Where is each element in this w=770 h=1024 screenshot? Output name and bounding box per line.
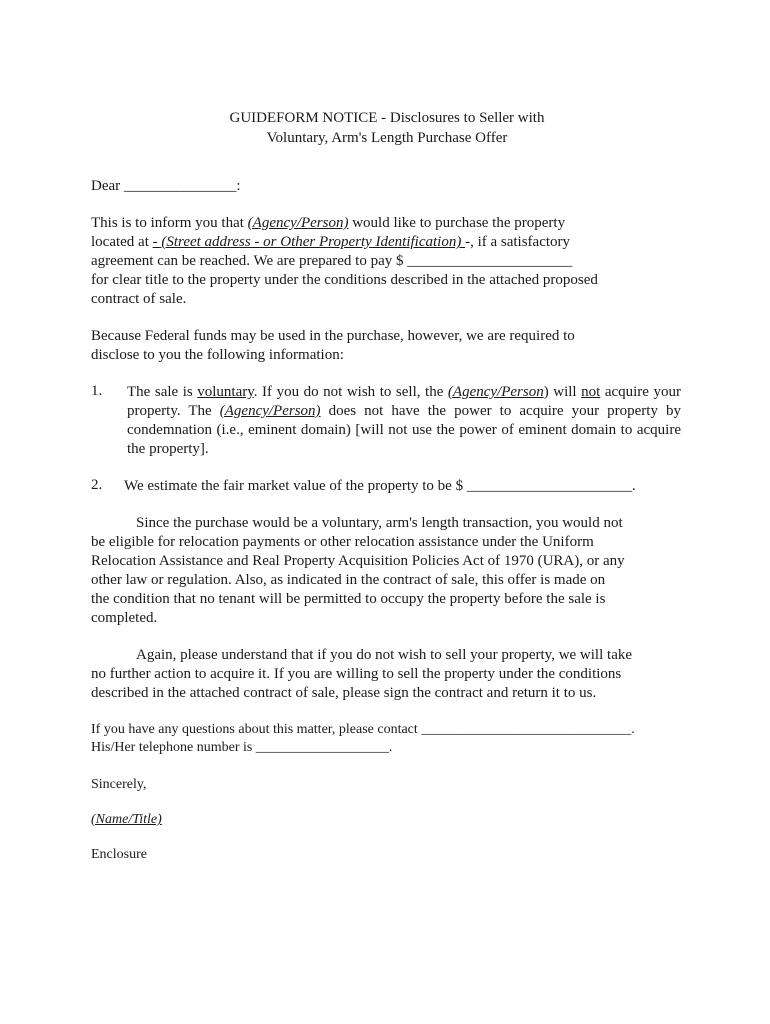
federal-line-1: Because Federal funds may be used in the purchase, however, we are required to: [91, 328, 575, 344]
list-number-1: 1.: [91, 383, 103, 399]
list-number-2: 2.: [91, 477, 103, 493]
title-line-1: GUIDEFORM NOTICE - Disclosures to Seller with: [229, 110, 545, 126]
intro-line-3: agreement can be reached. We are prepared to pay $ ______________________: [91, 253, 573, 269]
relocation-paragraph: [91, 514, 681, 628]
federal-funds-paragraph: [91, 327, 681, 365]
relocation-line-3: Relocation Assistance and Real Property Acquisition Policies Act of 1970 (URA), or any: [91, 553, 625, 569]
document-title: [91, 108, 681, 148]
item-text: ) will: [543, 384, 582, 400]
questions-line-2: His/Her telephone number is ___________________.: [91, 740, 393, 755]
title-line-2: Voluntary, Arm's Length Purchase Offer: [266, 130, 508, 146]
agency-person-field: (Agency/Person: [447, 384, 544, 400]
list-item-2: [91, 477, 681, 496]
voluntary-emphasis: voluntary: [197, 384, 254, 400]
again-line-3: described in the attached contract of sale, please sign the contract and return it to us.: [91, 685, 597, 701]
enclosure-note: Enclosure: [91, 847, 147, 862]
relocation-line-5: the condition that no tenant will be permitted to occupy the property before the sale is: [91, 591, 606, 607]
intro-text: This is to inform you that: [91, 215, 248, 231]
item-text: The sale is: [127, 384, 198, 400]
intro-text: located at: [91, 234, 153, 250]
questions-paragraph: [91, 721, 681, 757]
street-address-field: - (Street address - or Other Property Identification): [152, 234, 466, 250]
closing: Sincerely,: [91, 777, 147, 792]
relocation-line-1: Since the purchase would be a voluntary, arm's length transaction, you would not: [136, 515, 623, 531]
item-text: . If you do not wish to sell, the: [253, 384, 448, 400]
relocation-line-2: be eligible for relocation payments or other relocation assistance under the Uniform: [91, 534, 594, 550]
relocation-line-6: completed.: [91, 610, 158, 626]
questions-line-1: If you have any questions about this matter, please contact ______________________________.: [91, 722, 635, 737]
intro-text: would like to purchase the property: [348, 215, 566, 231]
list-item-1: [91, 383, 681, 459]
agency-person-field: (Agency/Person): [219, 403, 321, 419]
intro-line-4: for clear title to the property under the conditions described in the attached proposed: [91, 272, 598, 288]
intro-line-1: [91, 214, 681, 233]
intro-line-5: contract of sale.: [91, 291, 187, 307]
list-item-2-text: We estimate the fair market value of the property to be $ ______________________.: [124, 478, 636, 494]
intro-line-2: [91, 233, 681, 252]
list-item-1-text: [127, 383, 681, 459]
salutation: Dear _______________:: [91, 178, 241, 194]
intro-text: -, if a satisfactory: [465, 234, 571, 250]
signature-block: [91, 810, 681, 829]
not-emphasis: not: [581, 384, 601, 400]
name-title-field: (Name/Title): [91, 812, 162, 827]
agency-person-field: (Agency/Person): [247, 215, 349, 231]
intro-paragraph: [91, 214, 681, 309]
again-line-2: no further action to acquire it. If you are willing to sell the property under the conditions: [91, 666, 622, 682]
federal-line-2: disclose to you the following information:: [91, 347, 344, 363]
item-text: acquire your property. The: [127, 384, 681, 419]
item-text: does not have the power to acquire your property by condemnation (i.e., eminent domain) [will not use the power of eminent domain to acquire the property].: [127, 403, 681, 457]
again-line-1: Again, please understand that if you do not wish to sell your property, we will take: [136, 647, 633, 663]
document-page: [91, 108, 681, 864]
relocation-line-4: other law or regulation. Also, as indicated in the contract of sale, this offer is made on: [91, 572, 606, 588]
again-paragraph: [91, 646, 681, 703]
